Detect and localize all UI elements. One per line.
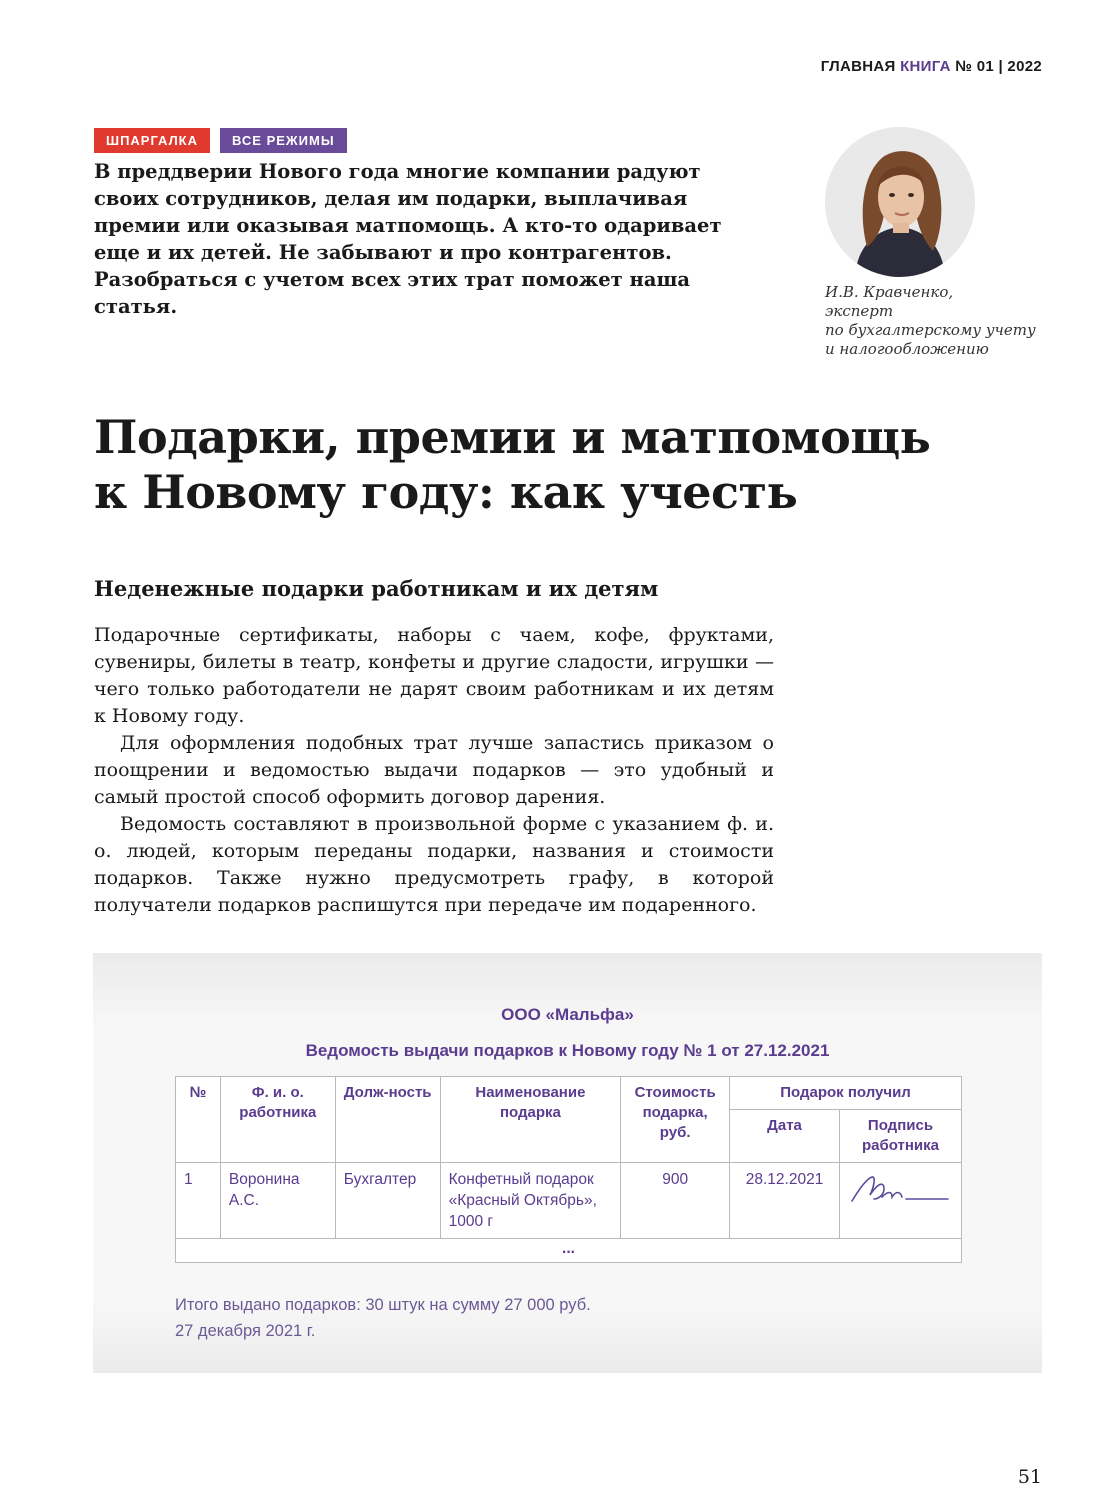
paragraph: Для оформления подобных трат лучше запастись приказом о поощрении и ведомостью выдачи подарков — это удобный и самый простой способ оформить договор дарения.: [94, 732, 774, 808]
header-num: №: [176, 1077, 221, 1163]
expert-role: эксперт: [825, 302, 894, 320]
header-signature: Подпись работника: [839, 1110, 961, 1163]
expert-field: по бухгалтерскому учету: [825, 321, 1036, 339]
article-title-line2: к Новому году: как учесть: [94, 465, 798, 519]
table-row-ellipsis: [176, 1239, 962, 1263]
document-date: 27 декабря 2021 г.: [175, 1322, 316, 1340]
expert-photo: [825, 127, 975, 277]
magazine-name-part2: КНИГА: [900, 58, 951, 75]
header-cost: Стоимость подарка, руб.: [621, 1077, 730, 1163]
lead-paragraph: В преддверии Нового года многие компании радуют своих сотрудников, делая им подарки, выплачивая премии или оказывая матпомощь. А кто-то одаривает еще и их детей. Не забывают и про контрагентов. Разобраться с учетом всех этих трат поможет наша статья.: [94, 160, 722, 318]
document-footer: [175, 1292, 591, 1344]
header-name: Ф. и. о. работника: [220, 1077, 335, 1163]
issue-number: № 01 | 2022: [955, 58, 1042, 75]
paragraph: Ведомость составляют в произвольной форме с указанием ф. и. о. людей, которым переданы подарки, названия и стоимости подарков. Также нужно предусмотреть графу, в которой получатели подарков распишутся при передаче им подаренного.: [94, 813, 774, 916]
cell-cost: 900: [621, 1163, 730, 1239]
ellipsis: ...: [176, 1239, 962, 1263]
magazine-name-part1: ГЛАВНАЯ: [820, 58, 896, 75]
category-tags: [94, 128, 347, 153]
document-title: Ведомость выдачи подарков к Новому году № 1 от 27.12.2021: [305, 1041, 830, 1060]
header-gift: Наименование подарка: [440, 1077, 621, 1163]
masthead: [821, 58, 1042, 75]
expert-name: И.В. Кравченко,: [825, 283, 954, 301]
section-heading: Неденежные подарки работникам и их детям: [94, 576, 659, 601]
article-body: [94, 622, 774, 919]
tag-all-regimes: ВСЕ РЕЖИМЫ: [220, 128, 347, 153]
header-received: Подарок получил: [730, 1077, 962, 1110]
cell-signature: [839, 1163, 961, 1239]
gift-register-table: [175, 1076, 962, 1263]
header-date: Дата: [730, 1110, 840, 1163]
expert-caption: [825, 283, 1065, 359]
expert-field-2: и налогообложению: [825, 340, 989, 358]
paragraph: Подарочные сертификаты, наборы с чаем, кофе, фруктами, сувениры, билеты в театр, конфеты и другие сладости, игрушки — чего только работодатели не дарят своим работникам и их детям к Новому году.: [94, 624, 774, 727]
header-position: Долж-ность: [335, 1077, 440, 1163]
page-number: 51: [1017, 1466, 1042, 1488]
tag-cheatsheet: ШПАРГАЛКА: [94, 128, 210, 153]
cell-num: 1: [176, 1163, 221, 1239]
article-title-line1: Подарки, премии и матпомощь: [94, 410, 931, 464]
cell-position: Бухгалтер: [335, 1163, 440, 1239]
signature-icon: [848, 1169, 952, 1209]
cell-date: 28.12.2021: [730, 1163, 840, 1239]
expert-portrait-icon: [825, 127, 975, 277]
table-row: [176, 1163, 962, 1239]
cell-name: Воронина А.С.: [220, 1163, 335, 1239]
document-company: ООО «Мальфа»: [501, 1005, 634, 1024]
article-title: [94, 410, 1054, 520]
document-total: Итого выдано подарков: 30 штук на сумму 27 000 руб.: [175, 1296, 591, 1314]
cell-gift: Конфетный подарок «Красный Октябрь», 1000 г: [440, 1163, 621, 1239]
